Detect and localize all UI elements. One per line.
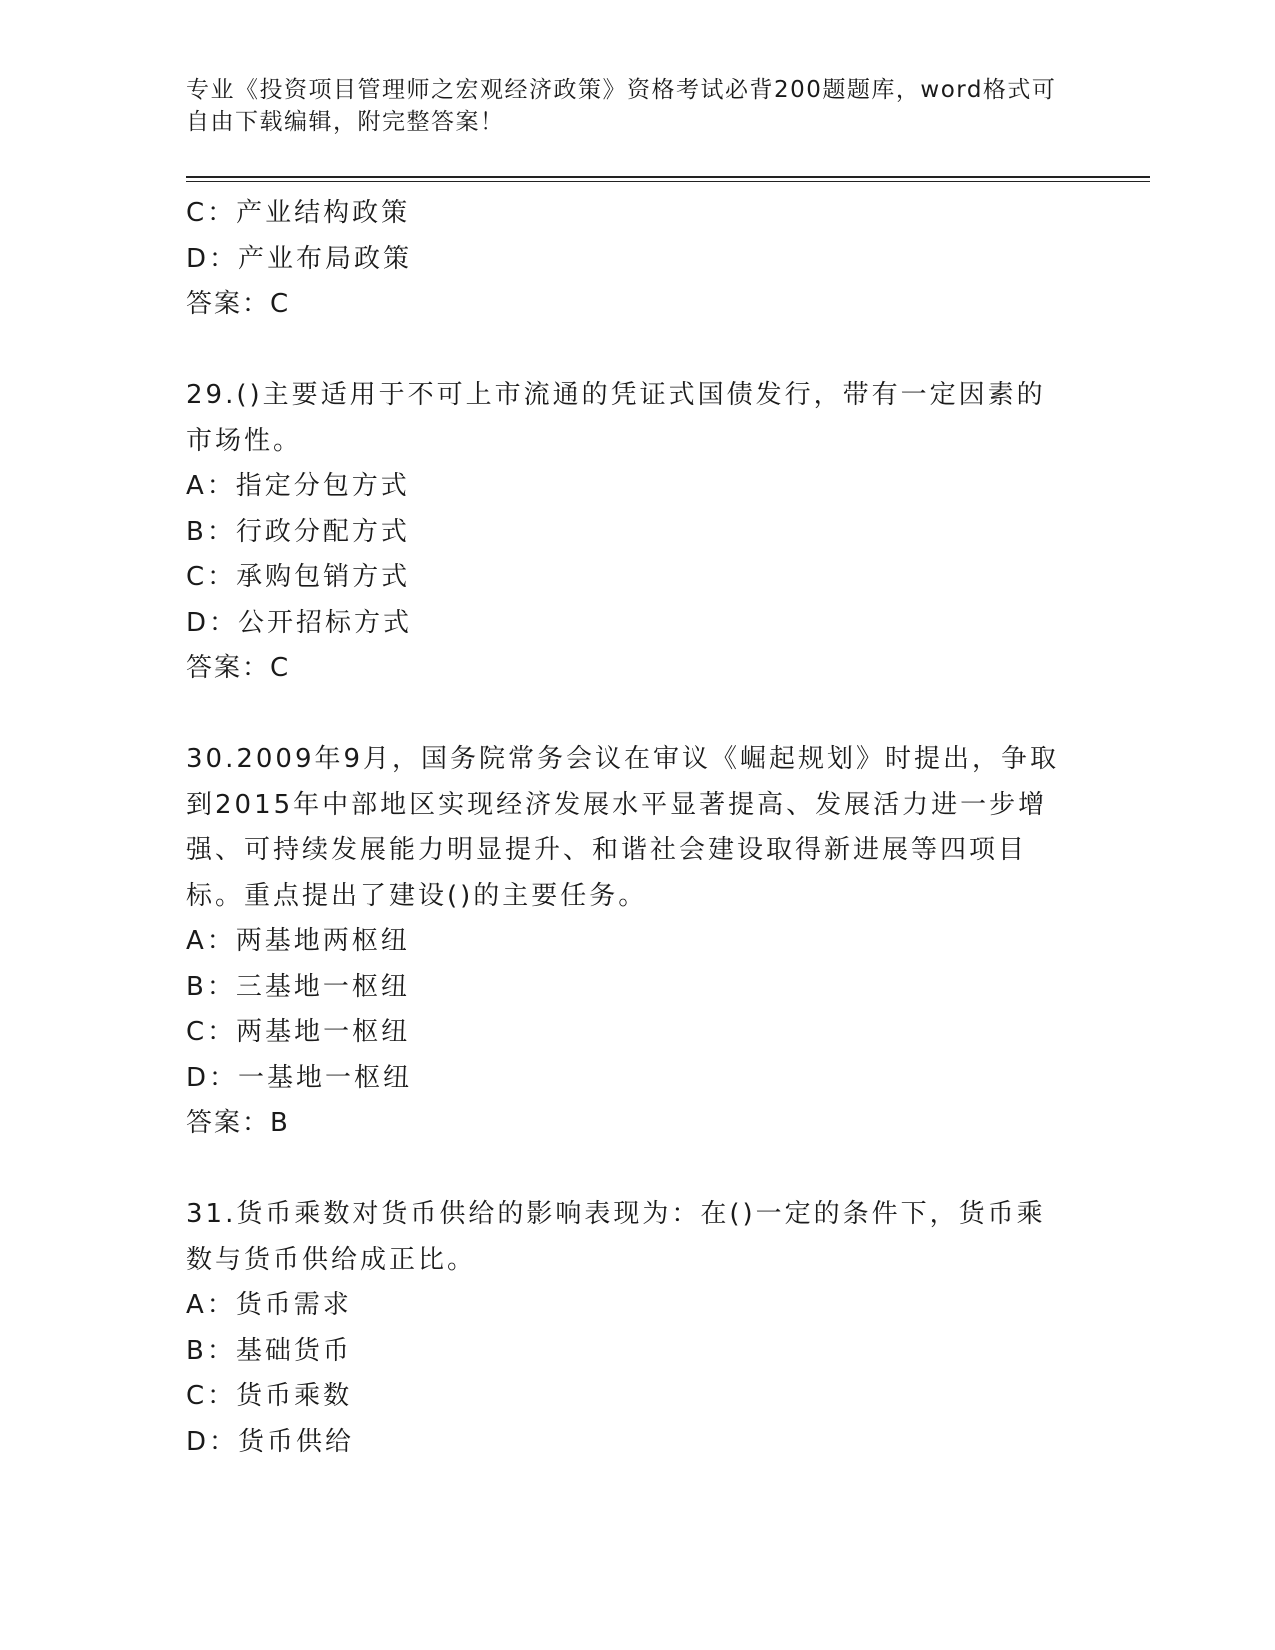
option-c: C：货币乘数: [186, 1381, 353, 1411]
question-list: [186, 191, 1086, 1465]
option-b: B：三基地一枢纽: [186, 971, 410, 1002]
option-d: D：产业布局政策: [186, 243, 413, 274]
option-a: A：指定分包方式: [186, 471, 410, 501]
question-stem: 30.2009年9月，国务院常务会议在审议《崛起规划》时提出，争取到2015年中部地区实现经济发展水平显著提高、发展活力进一步增强、可持续发展能力明显提升、和谐社会建设取得新进展等四项目标。重点提出了建设()的主要任务。: [186, 744, 1060, 911]
option-c: C：两基地一枢纽: [186, 1017, 411, 1047]
option-d: D：货币供给: [186, 1426, 355, 1457]
option-c: C：承购包销方式: [186, 562, 411, 592]
answer-line: 答案：C: [186, 289, 291, 319]
document-header: 专业《投资项目管理师之宏观经济政策》资格考试必背200题题库，word格式可自由下载编辑，附完整答案！: [186, 77, 1057, 135]
option-c: C：产业结构政策: [186, 198, 411, 228]
option-d: D：公开招标方式: [186, 607, 413, 638]
header-divider-thick: [186, 176, 1150, 178]
header-divider-thin: [186, 181, 1150, 182]
option-d: D：一基地一枢纽: [186, 1062, 413, 1093]
option-a: A：两基地两枢纽: [186, 926, 410, 956]
question-stem: 31.货币乘数对货币供给的影响表现为：在()一定的条件下，货币乘数与货币供给成正比。: [186, 1199, 1046, 1275]
answer-line: 答案：B: [186, 1108, 290, 1138]
answer-line: 答案：C: [186, 653, 291, 683]
option-b: B：行政分配方式: [186, 516, 410, 547]
option-a: A：货币需求: [186, 1290, 352, 1320]
question-stem: 29.()主要适用于不可上市流通的凭证式国债发行，带有一定因素的市场性。: [186, 380, 1046, 456]
option-b: B：基础货币: [186, 1335, 352, 1366]
